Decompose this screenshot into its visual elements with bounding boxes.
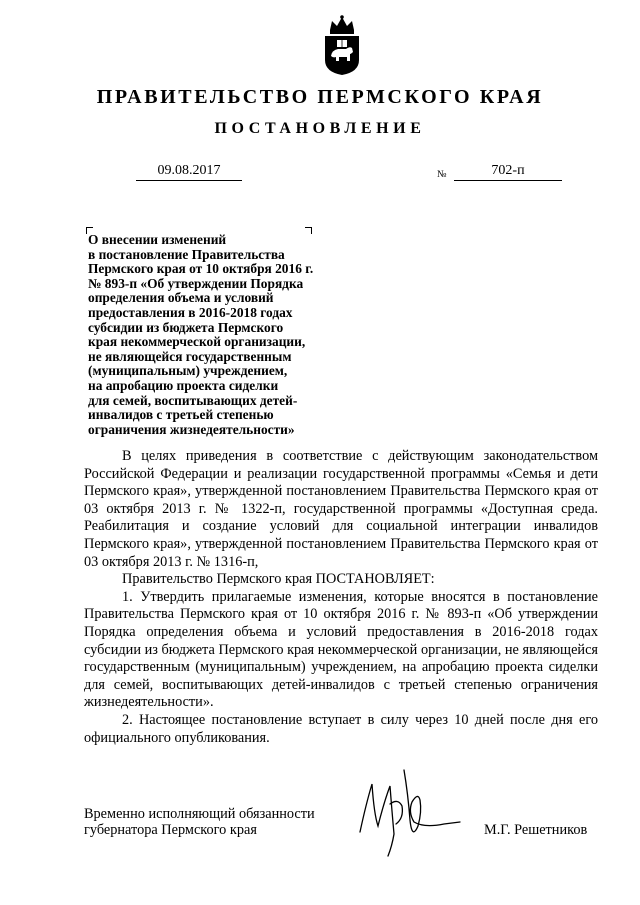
subject-line: № 893-п «Об утверждении Порядка xyxy=(88,275,304,291)
number-sign: № xyxy=(437,169,447,180)
doc-type-title: ПОСТАНОВЛЕНИЕ xyxy=(214,120,426,137)
subject-line: Пермского края от 10 октября 2016 г. xyxy=(88,261,314,277)
signer-name: М.Г. Решетников xyxy=(484,822,588,838)
signer-position-line: губернатора Пермского края xyxy=(84,822,257,838)
subject-line: О внесении изменений xyxy=(88,232,227,247)
subject-line: в постановление Правительства xyxy=(88,246,285,262)
org-title: ПРАВИТЕЛЬСТВО ПЕРМСКОГО КРАЯ xyxy=(96,86,544,108)
document-date: 09.08.2017 xyxy=(136,163,242,181)
clause-1: 1. Утвердить прилагаемые изменения, которые вносятся в постановление Правительства Пермского края от 10 октября 2016 г. № 893-п «Об утверждении Порядка определения объема и условий предоставления в 2016-2018 годах субсидии из бюджета Пермского края некоммерческой организации, не являющейся государственным (муниципальным) учреждением, на апробацию проекта сиделки для семей, воспитывающих детей-инвалидов с третьей степенью ограничения жизнедеятельности». xyxy=(84,588,598,711)
subject-line: на апробацию проекта сиделки xyxy=(88,377,279,393)
subject-line: края некоммерческой организации, xyxy=(88,334,306,350)
subject-line: не являющейся государственным xyxy=(88,348,292,364)
subject-line: предоставления в 2016-2018 годах xyxy=(88,304,293,320)
document-body xyxy=(84,448,598,747)
subject-line: для семей, воспитывающих детей- xyxy=(88,392,298,408)
signer-position-line: Временно исполняющий обязанности xyxy=(84,806,315,822)
subject-line: инвалидов с третьей степенью xyxy=(88,407,274,423)
subject-line: ограничения жизнедеятельности» xyxy=(88,421,295,437)
handwritten-signature xyxy=(352,764,462,860)
clause-2: 2. Настоящее постановление вступает в силу через 10 дней после дня его официального опубликования. xyxy=(84,711,598,746)
document-subject xyxy=(88,233,358,437)
perm-krai-coat-of-arms-icon xyxy=(322,14,362,76)
subject-line: субсидии из бюджета Пермского xyxy=(88,319,284,335)
signer-position xyxy=(84,806,315,838)
decree-statement: Правительство Пермского края ПОСТАНОВЛЯЕТ: xyxy=(122,571,435,588)
subject-line: (муниципальным) учреждением, xyxy=(88,363,288,379)
subject-line: определения объема и условий xyxy=(88,290,274,306)
preamble-paragraph: В целях приведения в соответствие с действующим законодательством Российской Федерации и реализации государственной программы «Семья и дети Пермского края», утвержденной постановлением Правительства Пермского края от 03 октября 2013 г. № 1322-п, государственной программы «Доступная среда. Реабилитация и создание условий для социальной интеграции инвалидов Пермского края», утвержденной постановлением Правительства Пермского края от 03 октября 2013 г. № 1316-п, xyxy=(84,448,598,570)
document-number: 702-п xyxy=(454,163,562,181)
